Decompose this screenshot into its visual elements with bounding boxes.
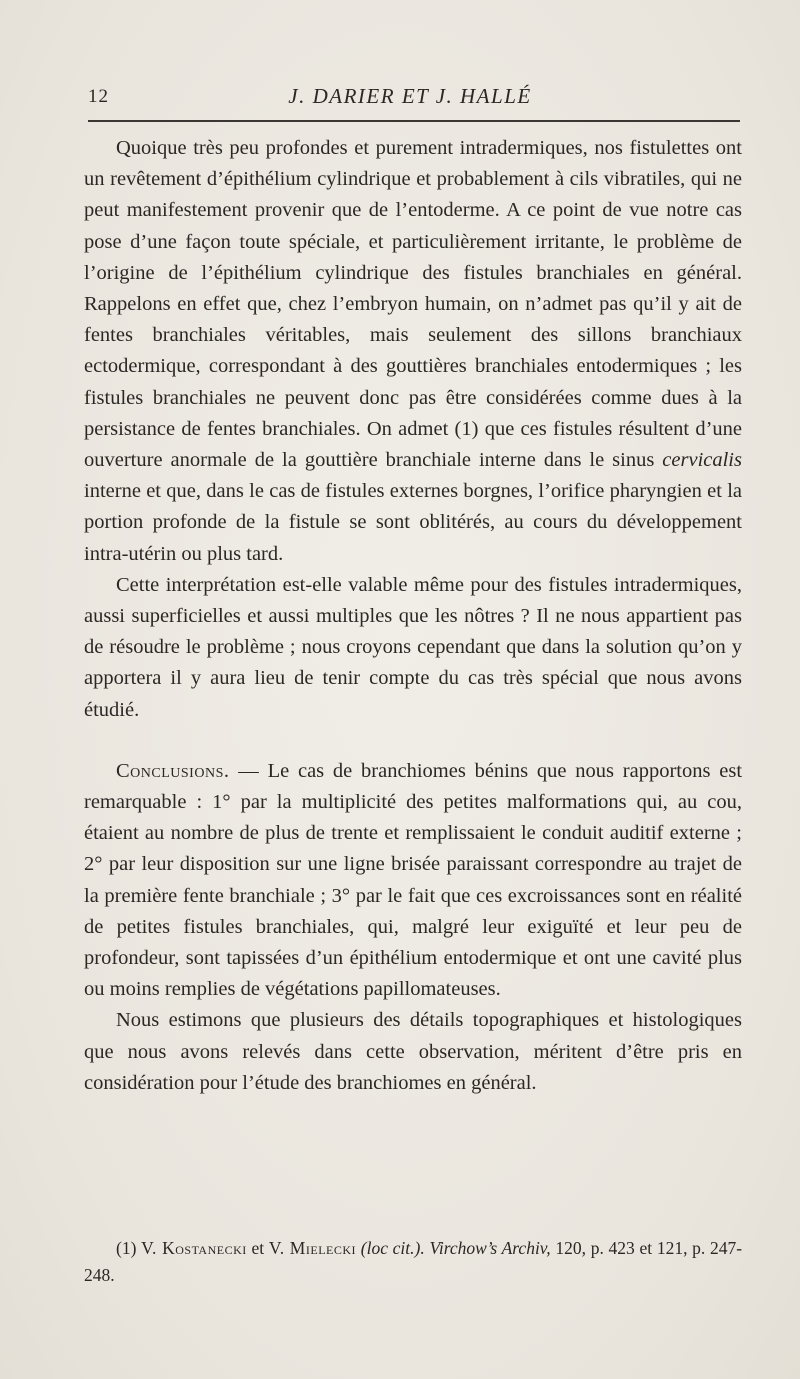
body-text xyxy=(84,133,742,1099)
footnote-journal: Virchow’s Archiv, xyxy=(429,1238,551,1258)
latin-term: cervicalis xyxy=(662,449,742,472)
paragraph-1-end: interne et que, dans le cas de fistules externes borgnes, l’orifice pharyngien et la portion profonde de la fistule se sont oblitérés, au cours du développement intra-utérin ou plus tard. xyxy=(84,480,742,565)
footnote-refs: 120, p. 423 et 121, p. 247-248. xyxy=(84,1238,743,1285)
footnote-author-1: V. Kostanecki xyxy=(141,1238,247,1258)
conclusions-text: — Le cas de branchiomes bénins que nous rapportons est remarquable : 1° par la multiplicité des petites malformations qui, au cou, étaient au nombre de plus de trente et remplissaient le conduit auditif externe ; 2° par leur disposition sur une ligne brisée paraissant correspondre au trajet de la première fente branchiale ; 3° par le fait que ces excroissances sont en réalité de petites fistules branchiales, qui, malgré leur exiguïté et leur peu de profondeur, sont tapissées d’un épithélium entodermique et ont une cavité plus ou moins remplies de végétations papillomateuses. xyxy=(84,759,743,1001)
paragraph-conclusions xyxy=(84,756,742,1006)
footnote-joiner: et xyxy=(251,1238,265,1258)
footnote-author-2: V. Mielecki xyxy=(268,1238,357,1258)
paragraph-1 xyxy=(84,133,742,570)
footnote-text xyxy=(84,1235,742,1289)
paragraph-1-text: Quoique très peu profondes et purement intradermiques, nos fistulettes ont un revêtement d’épithélium cylindrique et probablement à cils vibratiles, qui ne peut manifestement provenir que de l’entoderme. A ce point de vue notre cas pose d’une façon toute spéciale, et particulièrement irritante, le problème de l’origine de l’épithélium cylindrique des fistules branchiales en général. Rappelons en effet que, chez l’embryon humain, on n’admet pas qu’il y ait de fentes branchiales véritables, mais seulement des sillons branchiaux ectodermique, correspondant à des gouttières branchiales entodermiques ; les fistules branchiales ne peuvent donc pas être considérées comme dues à la persistance de fentes branchiales. On admet (1) que ces fistules résultent d’une ouverture anormale de la gouttière branchiale interne dans le sinus xyxy=(84,137,742,472)
page-header xyxy=(80,78,740,118)
footnote-loc: (loc cit.). xyxy=(360,1238,425,1258)
footnote xyxy=(84,1235,742,1289)
footnote-marker: (1) xyxy=(116,1238,137,1258)
paragraph-4: Nous estimons que plusieurs des détails topographiques et histologiques que nous avons relevés dans cette observation, méritent d’être pris en considération pour l’étude des branchiomes en général. xyxy=(84,1009,742,1094)
paragraph-2: Cette interprétation est-elle valable même pour des fistules intradermiques, aussi superficielles et aussi multiples que les nôtres ? Il ne nous appartient pas de résoudre le problème ; nous croyons cependant que dans la solution qu’on y apportera il y aura lieu de tenir compte du cas très spécial que nous avons étudié. xyxy=(84,573,742,721)
header-rule xyxy=(88,120,740,122)
conclusions-heading: Conclusions. xyxy=(116,759,230,782)
running-title: J. DARIER ET J. HALLÉ xyxy=(288,84,532,108)
page-number: 12 xyxy=(88,86,109,107)
